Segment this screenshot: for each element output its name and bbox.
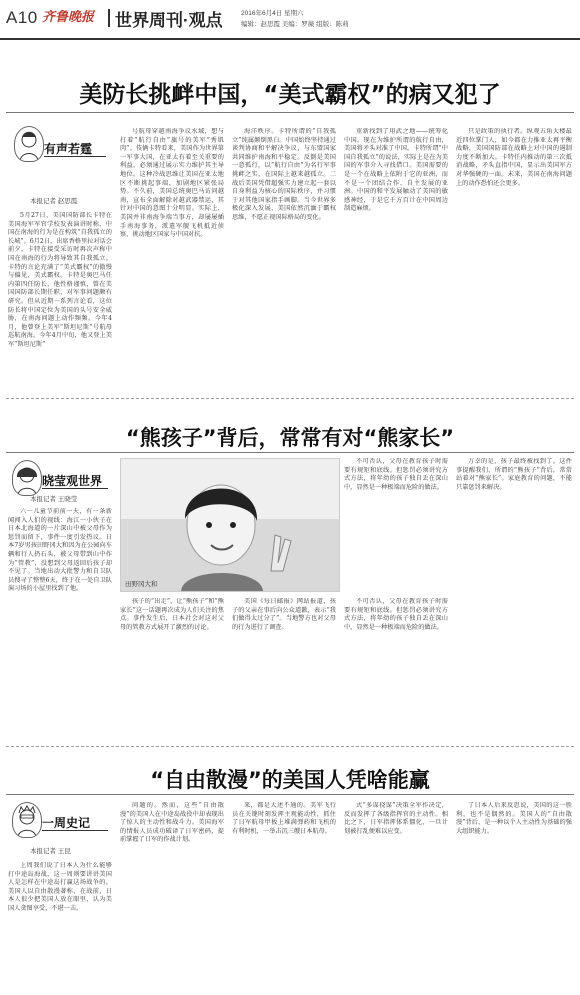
article3-column-1: 上周我们说了日本人为什么能够打中途岛海战，这一周则要讲讲美国人是怎样在中途岛打赢这场战争的。美国人以自由散漫著称，在战前，日本人很少把美国人放在眼里，认为美国人贪图享受，不堪一击。: [8, 862, 112, 912]
badge-underline: [42, 488, 108, 489]
article3-column-3: 来，都是大述不通的。美军飞行员在关键时刻发挥主观能动性，抓住了日军航母甲板上堆满弹药和飞机的有利时机，一举击沉三艘日本航母。: [232, 802, 336, 835]
columnist-avatar: [12, 802, 42, 838]
article3-column-5: 了日本人后来反思说，美国的这一胜利，也不是偶然的。美国人的“自由散漫”背后，是一种以个人主动性为基础的强大组织能力。: [456, 802, 572, 835]
divider: [6, 452, 574, 453]
byline: 本报记者 赵思霞: [30, 198, 78, 205]
columnist-avatar: [12, 460, 42, 496]
divider: [6, 112, 574, 113]
portrait-icon: [13, 803, 41, 837]
article2-column-2: 孩子的“出走”，让“熊孩子”和“熊家长”这一话题再次成为人们关注的焦点。事件发生后，日本社会对这对父母的管教方式展开了激烈的讨论。: [120, 598, 224, 631]
child-portrait-image: [121, 459, 339, 591]
boy-photo: [120, 458, 340, 592]
article2-column-5: 万幸的是，孩子最终被找到了。这件事提醒我们，所谓的“熊孩子”背后，常常站着对“熊家长”。家庭教育的问题，不能只靠惩罚来解决。: [456, 458, 572, 491]
page-number: A10: [6, 8, 38, 27]
byline: 本报记者 王晓莹: [30, 496, 78, 503]
portrait-icon: [13, 461, 41, 495]
column-badge: [10, 124, 110, 176]
article1-column-3: 海洋秩序。卡特所谓的“自我孤立”纯属颠倒黑白。中国始终坚持通过谈判协商和平解决争议，与东盟国家共同维护南海和平稳定。反倒是美国一意孤行，以“航行自由”为名行军事挑衅之实，在国际上越来越孤立。二战后美国凭借超强实力建立起一套以自身利益为核心的国际秩序，并习惯于对其他国家指手画脚。当今世界多极化深入发展，美国依然沉湎于霸权思维，不愿正视国际格局的变化。: [232, 128, 336, 221]
section-title: 世界周刊·观点: [115, 11, 223, 30]
article2-column-4b: 不可否认，父母在教育孩子时需要有规矩和底线。但惩罚必须讲究方式方法，将年幼的孩子独自丢在深山中，显然是一种极端而危险的做法。: [344, 598, 448, 631]
article1-column-5: 只是政策的执行者。纵观五角大楼最近四位掌门人，如今都在力推亚太再平衡战略，美国国防部在战略上对中国的遏制力度不断加大。卡特任内推动的第三次抵消战略，矛头直指中国，显示出美国军方对华强硬的一面。未来，美国在南海问题上的动作恐怕还会更多。: [456, 128, 572, 187]
article1-column-2: 号航母穿越南海争议水域，想与打着“航行自由”旗号的美军“秀肌肉”。伎俩卡特看来，美国作为世界第一军事大国，在亚太有着至关重要的利益，必须通过展示实力维护其主导地位。这种冷战思维让美国在亚太地区不断挑起事端，加剧地区紧张局势。不久前，美国总统奥巴马访问越南，宣布全面解除对越武器禁运，其针对中国的意图十分明显。实际上，美国并非南海争端当事方，却屡屡插手南海事务，派遣军舰飞机抵近侦察，挑动地区国家与中国对抗。: [120, 128, 224, 239]
article2-headline: “熊孩子”背后，常常有对“熊家长”: [125, 426, 455, 450]
date-line: 2016年6月4日 星期六: [241, 10, 304, 17]
masthead: [0, 0, 580, 40]
article2-column-1: 六一儿童节前前一天，有一条新闻闯入人们的视线：海江一小伙子在日本北海道的一片深山中被父母作为惩罚而留下，事件一度引发热议。日本7岁男孩田野冈大和因为在公园向车辆和行人扔石头，被父母带到山中作为“管教”，没想到父母返回后孩子却不见了。当地出动大批警力和自卫队员搜寻了整整6天，终于在一处自卫队演习场的小屋里找到了他。: [8, 508, 112, 593]
column-name: 一周史记: [42, 816, 91, 830]
divider: [6, 746, 574, 747]
article1-column-1: 5月27日，美国国防部长卡特在美国海军军官学校发表演讲时称，中国在南海的行为是在构筑“自我孤立的长城”。6月2日，出席香格里拉对话会前夕，卡特在接受采访时再次声称中国在南海的行为将导致其自我孤立。卡特的言论充满了“美式霸权”的傲慢与偏见，美式霸权。卡特是奥巴马任内第四任防长，他性格谨慎，曾在美国国防部长期任职，对军事问题颇有研究。但从近期一系列言论看，这位防长将中国定位为美国的头号安全威胁，在南海问题上动作频频。今年4月，他曾登上美军“斯坦尼斯”号航母巡航南海。今年4月中旬，他又登上美军“斯坦尼斯”: [8, 212, 112, 348]
column-name: 有声若霆: [44, 142, 93, 156]
article3-headline: “自由散漫”的美国人凭啥能赢: [150, 768, 430, 792]
article2-column-3: 美国《每日邮报》网站报道，孩子的父亲在事后向公众道歉，表示“我们做得太过分了”。当地警方也对父母的行为进行了调查。: [232, 598, 336, 631]
byline: 本报记者 王昆: [30, 848, 71, 855]
portrait-icon: [15, 127, 43, 161]
masthead-divider: [108, 9, 110, 27]
article3-column-2: 问题的。然而，这些“自由散漫”的美国人在中途岛战役中却表现出了惊人的主动性和战斗力。美国海军的情报人员成功破译了日军密码，提前掌握了日军的作战计划。: [120, 802, 224, 844]
article2-column-4: 不可否认，父母在教育孩子时需要有规矩和底线。但惩罚必须讲究方式方法，将年幼的孩子独自丢在深山中，显然是一种极端而危险的做法。: [344, 458, 448, 491]
badge-underline: [44, 156, 106, 157]
staff-line: 编辑：赵思霞 美编：罗薇 组版：陈莉: [241, 21, 349, 28]
article1-headline: 美防长挑衅中国，“美式霸权”的病又犯了: [79, 82, 501, 108]
divider: [6, 794, 574, 795]
photo-caption: 田野冈大和: [125, 581, 158, 588]
article3-column-4: 式“多谋挠谋”决策全军作决定，反而发挥了各级指挥官的主动性。相比之下，日军指挥体系僵化，一旦计划被打乱便难以应变。: [344, 802, 448, 835]
divider: [6, 398, 574, 399]
article1-column-4: 重新找到了用武之地——统筹化中国。现在为维护所谓的航行自由，美国将矛头对准了中国。卡特所谓“中国自我孤立”的说法，实际上是在为美国的军事介入寻找借口。美国需要的是一个在战略上依附于它的亚洲，而不是一个团结合作、自主发展的亚洲。中国的和平发展触动了美国的敏感神经，于是它千方百计在中国周边制造麻烦。: [344, 128, 448, 213]
badge-underline: [42, 830, 108, 831]
column-name: 晓莹观世界: [42, 474, 103, 488]
column-badge: [10, 800, 110, 846]
columnist-avatar: [14, 126, 44, 162]
newspaper-logo: 齐鲁晚报: [42, 10, 95, 25]
